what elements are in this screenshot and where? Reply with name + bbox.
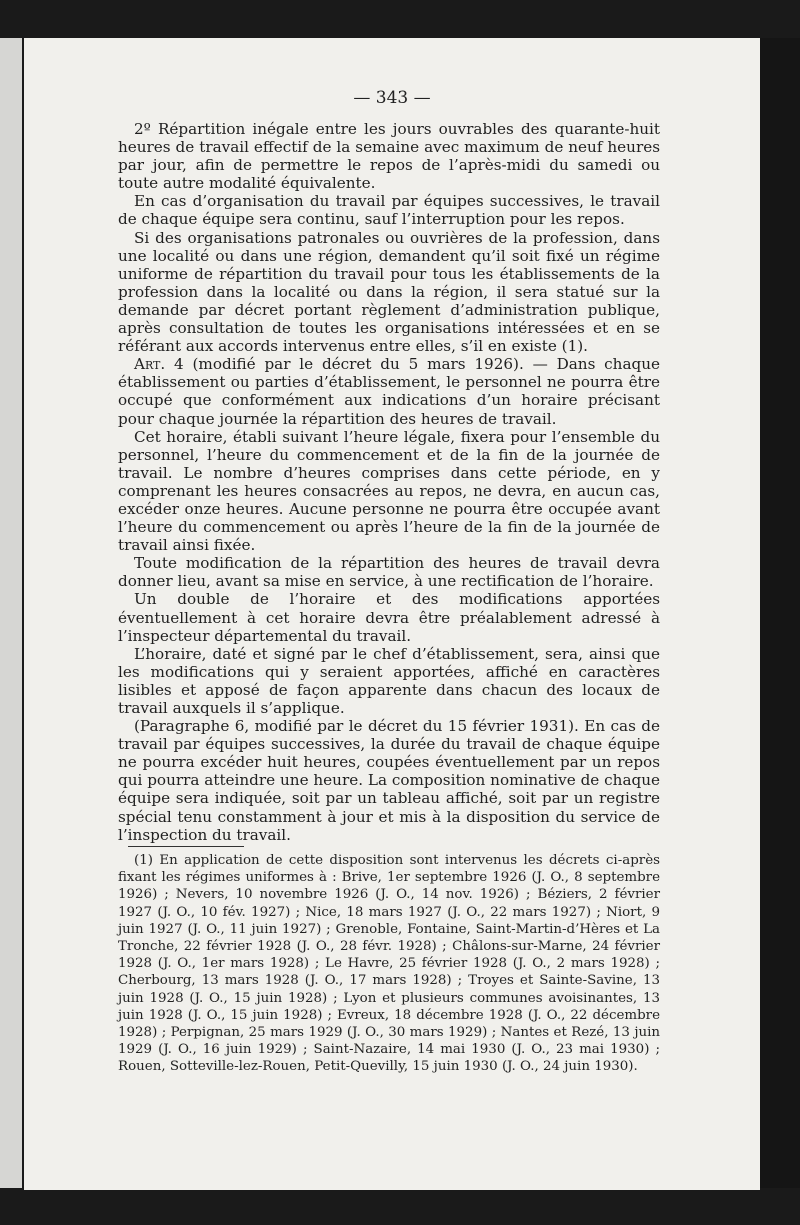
book-page (24, 38, 760, 1190)
footnotes (118, 852, 660, 1076)
paragraph: Un double de l’horaire et des modifications apportées éventuellement à cet horaire devra être préalablement adressé à l’inspecteur départemental du travail. (118, 590, 660, 645)
paragraph: Cet horaire, établi suivant l’heure légale, fixera pour l’ensemble du personnel, l’heure du commencement et de la fin de la journée de travail. Le nombre d’heures comprises dans cette période, en y comprenant les heures consacrées au repos, ne devra, en aucun cas, excéder onze heures. Aucune personne ne pourra être occupée avant l’heure du commencement ou après l’heure de la fin de la journée de travail ainsi fixée. (118, 427, 660, 555)
page-number: — 343 — (353, 88, 431, 108)
previous-page-edge (0, 38, 22, 1188)
scan-margin (760, 38, 800, 1188)
paragraph: L’horaire, daté et signé par le chef d’établissement, sera, ainsi que les modifications qui y seraient apportées, affiché en caractères lisibles et apposé de façon apparente dans chacun des locaux de travail auxquels il s’applique. (118, 644, 660, 717)
paragraph: 2º Répartition inégale entre les jours ouvrables des quarante-huit heures de travail effectif de la semaine avec maximum de neuf heures par jour, afin de permettre le repos de l’après-midi du samedi ou toute autre modalité équivalente. (118, 120, 660, 193)
body-text (118, 120, 660, 844)
paragraph: En cas d’organisation du travail par équipes successives, le travail de chaque équipe sera continu, sauf l’interruption pour les repos. (118, 192, 660, 229)
paragraph: Toute modification de la répartition des heures de travail devra donner lieu, avant sa mise en service, à une rectification de l’horaire. (118, 554, 660, 591)
paragraph-article-4 (118, 355, 660, 427)
article-label: Art. 4 (134, 355, 184, 374)
paragraph: Si des organisations patronales ou ouvrières de la profession, dans une localité ou dans une région, demandent qu’il soit fixé un régime uniforme de répartition du travail pour tous les établissements de la profession dans la localité ou dans la région, il sera statué sur la demande par décret portant règlement d’administration publique, après consultation de toutes les organisations intéressées et en se référant aux accords intervenus entre elles, s’il en existe (1). (118, 228, 660, 356)
footnote-separator (128, 846, 244, 847)
footnote: (1) En application de cette disposition sont intervenus les décrets ci-après fixant les régimes uniformes à : Brive, 1er septembre 1926 (J. O., 8 septembre 1926) ; Nevers, 10 novembre 1926 (J. O., 14 nov. 1926) ; Béziers, 2 février 1927 (J. O., 10 fév. 1927) ; Nice, 18 mars 1927 (J. O., 22 mars 1927) ; Niort, 9 juin 1927 (J. O., 11 juin 1927) ; Grenoble, Fontaine, Saint-Martin-d’Hères et La Tronche, 22 février 1928 (J. O., 28 févr. 1928) ; Châlons-sur-Marne, 24 février 1928 (J. O., 1er mars 1928) ; Le Havre, 25 février 1928 (J. O., 2 mars 1928) ; Cherbourg, 13 mars 1928 (J. O., 17 mars 1928) ; Troyes et Sainte-Savine, 13 juin 1928 (J. O., 15 juin 1928) ; Lyon et plusieurs communes avoisinantes, 13 juin 1928 (J. O., 15 juin 1928) ; Evreux, 18 décembre 1928 (J. O., 22 décembre 1928) ; Perpignan, 25 mars 1929 (J. O., 30 mars 1929) ; Nantes et Rezé, 13 juin 1929 (J. O., 16 juin 1929) ; Saint-Nazaire, 14 mai 1930 (J. O., 23 mai 1930) ; Rouen, Sotteville-lez-Rouen, Petit-Quevilly, 15 juin 1930 (J. O., 24 juin 1930). (118, 853, 660, 1075)
paragraph: (Paragraphe 6, modifié par le décret du 15 février 1931). En cas de travail par équipes successives, la durée du travail de chaque équipe ne pourra excéder huit heures, coupées éventuellement par un repos qui pourra atteindre une heure. La composition nominative de chaque équipe sera indiquée, soit par un tableau affiché, soit par un registre spécial tenu constamment à jour et mis à la disposition du service de l’inspection du travail. (118, 717, 660, 844)
article-text: (modifié par le décret du 5 mars 1926). — Dans chaque établissement ou parties d’établissement, le personnel ne pourra être occupé que conformément aux indications d’un horaire précisant pour chaque journée la répartition des heures de travail. (118, 355, 661, 428)
